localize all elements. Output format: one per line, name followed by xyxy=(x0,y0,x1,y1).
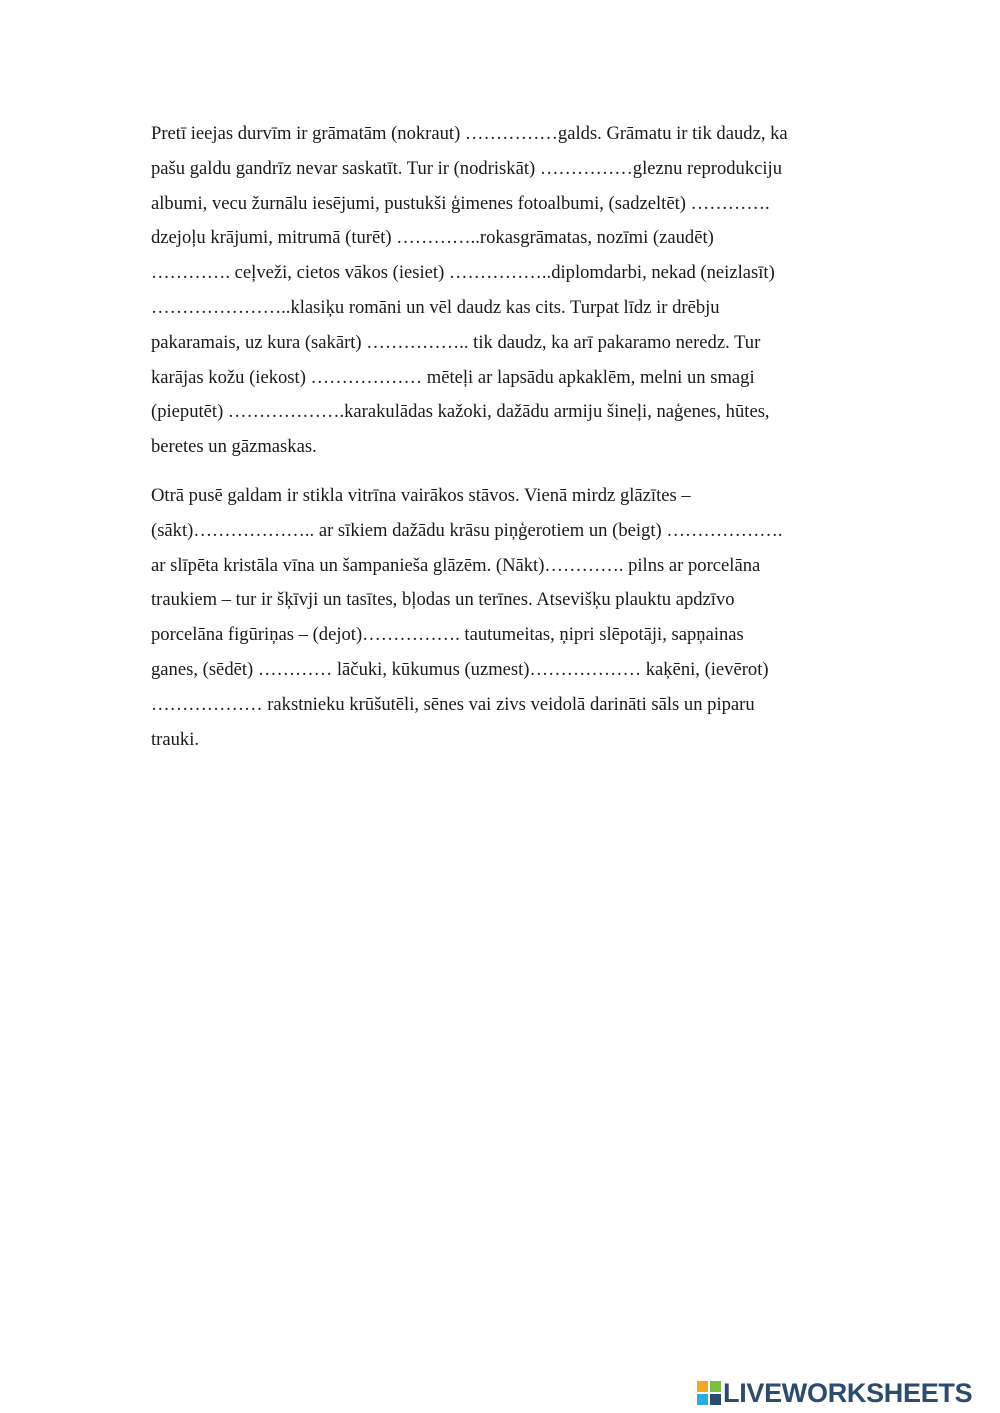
paragraph-1 xyxy=(151,117,851,465)
text-line: ganes, (sēdēt) ………… lāčuki, kūkumus (uzmest)……………… kaķēni, (ievērot) xyxy=(151,658,769,680)
text-line: pašu galdu gandrīz nevar saskatīt. Tur ir (nodriskāt) ……………gleznu reprodukciju xyxy=(151,157,783,179)
text-line: …………………..klasiķu romāni un vēl daudz kas cits. Turpat līdz ir drēbju xyxy=(151,296,720,318)
worksheet-text xyxy=(151,117,851,757)
text-line: …………. ceļveži, cietos vākos (iesiet) ……………..diplomdarbi, nekad (neizlasīt) xyxy=(151,262,775,284)
text-line: Otrā pusē galdam ir stikla vitrīna vairākos stāvos. Vienā mirdz glāzītes – xyxy=(151,484,691,506)
logo-square xyxy=(697,1394,708,1405)
liveworksheets-logo-icon xyxy=(697,1381,721,1405)
text-line: (pieputēt) ……………….karakulādas kažoki, dažādu armiju šineļi, naģenes, hūtes, xyxy=(151,401,770,423)
text-line: karājas kožu (iekost) ……………… mēteļi ar lapsādu apkaklēm, melni un smagi xyxy=(151,366,755,388)
text-line: beretes un gāzmaskas. xyxy=(151,436,317,458)
text-line: trauki. xyxy=(151,728,200,750)
text-line: pakaramais, uz kura (sakārt) …………….. tik daudz, ka arī pakaramo neredz. Tur xyxy=(151,331,761,353)
text-line: traukiem – tur ir šķīvji un tasītes, bļodas un terīnes. Atsevišķu plauktu apdzīvo xyxy=(151,589,735,611)
brand-text: LIVEWORKSHEETS xyxy=(723,1377,973,1408)
text-line: albumi, vecu žurnālu iesējumi, pustukši ģimenes fotoalbumi, (sadzeltēt) …………. xyxy=(151,192,770,214)
paragraph-2 xyxy=(151,479,851,757)
text-line: ar slīpēta kristāla vīna un šampanieša glāzēm. (Nākt)…………. pilns ar porcelāna xyxy=(151,554,761,576)
logo-square xyxy=(710,1394,721,1405)
text-line: dzejoļu krājumi, mitrumā (turēt) …………..rokasgrāmatas, nozīmi (zaudēt) xyxy=(151,227,714,249)
text-line: (sākt)……………….. ar sīkiem dažādu krāsu piņģerotiem un (beigt) ………………. xyxy=(151,519,783,541)
text-line: Pretī ieejas durvīm ir grāmatām (nokraut) ……………galds. Grāmatu ir tik daudz, ka xyxy=(151,123,788,144)
liveworksheets-brand xyxy=(697,1376,972,1410)
text-line: ……………… rakstnieku krūšutēli, sēnes vai zivs veidolā darināti sāls un piparu xyxy=(151,693,755,715)
text-line: porcelāna figūriņas – (dejot)……………. tautumeitas, ņipri slēpotāji, sapņainas xyxy=(151,624,744,646)
logo-square xyxy=(710,1381,721,1392)
logo-square xyxy=(697,1381,708,1392)
